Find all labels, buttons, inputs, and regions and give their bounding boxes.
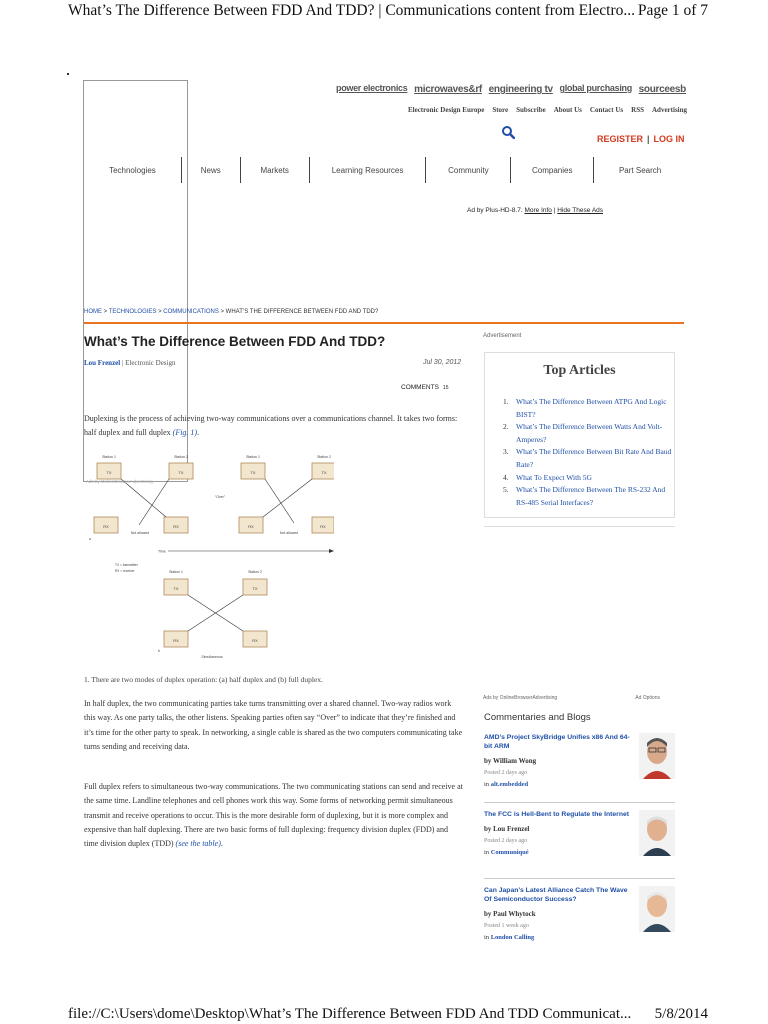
table-link[interactable]: (see the table) xyxy=(175,839,221,849)
top-articles-box xyxy=(484,352,675,518)
utility-links xyxy=(357,106,687,114)
blog-title-link[interactable]: Can Japan’s Latest Alliance Catch The Wave Of Semiconductor Success? xyxy=(484,887,628,903)
print-header-title: What’s The Difference Between FDD And TDD? | Communications content from Electro... xyxy=(68,2,635,19)
advertisement-label: Advertisement xyxy=(483,333,522,339)
full-duplex-end: . xyxy=(220,839,223,849)
nav-companies[interactable]: Companies xyxy=(532,165,573,175)
article-source: | Electronic Design xyxy=(121,359,176,367)
top-articles-title: Top Articles xyxy=(543,363,616,378)
half-duplex-b-station1-rx: RX xyxy=(248,524,254,529)
author-photo-paul-whytock xyxy=(639,886,675,932)
blog-divider xyxy=(484,878,675,879)
nav-community[interactable]: Community xyxy=(448,165,489,175)
login-link[interactable]: LOG IN xyxy=(653,134,685,144)
article-byline xyxy=(84,359,175,367)
ads-by-bar xyxy=(483,695,674,701)
blog-title-link[interactable]: AMD’s Project SkyBridge Unifies x86 And 64-bit ARM xyxy=(484,734,630,750)
top-article-link[interactable]: What’s The Difference Between The RS-232 And RS-485 Serial Interfaces? xyxy=(516,485,666,507)
blog-category-link[interactable]: Communiqué xyxy=(490,849,529,856)
blog-category-line: in Communiqué xyxy=(484,849,529,856)
full-duplex-station1-tx: TX xyxy=(173,586,179,591)
nav-news[interactable]: News xyxy=(200,165,221,175)
link-store[interactable]: Store xyxy=(492,106,509,114)
brand-sourceesb[interactable]: sourceesb xyxy=(638,84,686,95)
top-article-link[interactable]: What’s The Difference Between ATPG And Logic BIST? xyxy=(516,397,667,419)
blog-category-line: in London Calling xyxy=(484,934,535,941)
list-item[interactable]: 3. What’s The Difference Between Bit Rate And Baud Rate? xyxy=(503,446,674,471)
figure-caption: 1. There are two modes of duplex operation: (a) half duplex and (b) full duplex. xyxy=(84,675,323,684)
comments-label: COMMENTS xyxy=(401,384,439,391)
half-duplex-not-allowed: Not allowed xyxy=(130,531,150,535)
half-duplex-b-link-blocked xyxy=(265,479,294,523)
stray-dot xyxy=(67,73,69,75)
blog-title-link[interactable]: The FCC is Hell-Bent to Regulate the Internet xyxy=(484,811,630,818)
blog-category-link[interactable]: alt.embedded xyxy=(490,781,529,788)
link-about-us[interactable]: About Us xyxy=(553,106,582,114)
blog-category-line: in alt.embedded xyxy=(484,781,529,788)
search-icon xyxy=(501,125,515,139)
article-paragraph-full-duplex xyxy=(84,780,464,851)
link-rss[interactable]: RSS xyxy=(631,106,644,114)
intro-text: Duplexing is the process of achieving two-way communications over a communications channel. It takes two forms: half duplex and full duplex xyxy=(84,414,458,438)
half-duplex-b-link xyxy=(263,479,312,517)
blog-item xyxy=(484,810,675,856)
intro-end: . xyxy=(197,428,200,438)
half-duplex-station2-rx: RX xyxy=(173,524,179,529)
blog-posted: Posted 1 week ago xyxy=(484,923,529,929)
ads-by-label: Ads by OnlineBrowserAdvertising xyxy=(483,695,558,701)
breadcrumb-current: WHAT’S THE DIFFERENCE BETWEEN FDD AND TDD? xyxy=(225,309,379,315)
half-duplex-b-station1-tx: TX xyxy=(250,470,256,475)
brand-global-purchasing[interactable]: global purchasing xyxy=(559,83,632,93)
auth-links xyxy=(597,134,685,144)
half-duplex-station1-rx: RX xyxy=(103,524,109,529)
comments-link[interactable] xyxy=(401,384,448,391)
blog-author: by Lou Frenzel xyxy=(484,825,530,833)
author-photo-lou-frenzel xyxy=(639,810,675,856)
ad-more-info-link[interactable]: More Info xyxy=(524,207,552,214)
print-page-number: Page 1 of 7 xyxy=(637,2,708,19)
half-duplex-link xyxy=(121,479,166,517)
list-item[interactable]: 5. What’s The Difference Between The RS-232 And RS-485 Serial Interfaces? xyxy=(503,484,674,509)
full-duplex-station1-rx: RX xyxy=(173,638,179,643)
breadcrumb xyxy=(84,309,378,315)
breadcrumb-separator: > xyxy=(102,309,109,315)
simultaneous-label: Simultaneous xyxy=(201,655,223,659)
nav-learning-resources[interactable]: Learning Resources xyxy=(331,165,404,175)
auth-separator: | xyxy=(647,134,650,144)
time-axis-arrow xyxy=(329,549,334,553)
article-paragraph-half-duplex: In half duplex, the two communicating parties take turns transmitting over a shared channel. Two-way radios work this way. As one party talks, the other listens. Speaking parties often say “Over” to indicate that they’re finished and it’s time for the other party to speak. In networking, a single cable is shared as the two computers communicating take turns sending and receiving data. xyxy=(84,699,463,751)
link-advertising[interactable]: Advertising xyxy=(652,106,687,114)
sister-sites-bar xyxy=(336,84,686,100)
full-duplex-station2-label: Station 2 xyxy=(248,570,262,574)
nav-markets[interactable]: Markets xyxy=(260,165,289,175)
main-nav xyxy=(84,157,686,183)
top-article-link[interactable]: What’s The Difference Between Watts And Volt-Amperes? xyxy=(516,422,663,444)
full-duplex-station1-label: Station 1 xyxy=(169,570,183,574)
comments-count: 15 xyxy=(442,385,449,391)
ad-notice xyxy=(467,207,603,214)
ad-notice-prefix: Ad by Plus-HD-8.7. xyxy=(467,207,523,214)
link-contact-us[interactable]: Contact Us xyxy=(589,106,624,114)
register-link[interactable]: REGISTER xyxy=(597,134,644,144)
blog-divider xyxy=(484,802,675,803)
sidebar-divider xyxy=(484,526,675,527)
print-header xyxy=(68,2,708,20)
blog-author: by William Wong xyxy=(484,757,537,765)
list-item[interactable]: 2. What’s The Difference Between Watts And Volt-Amperes? xyxy=(503,421,674,446)
brand-power-electronics[interactable]: power electronics xyxy=(336,83,408,93)
half-duplex-b-station2-label: Station 2 xyxy=(317,455,331,459)
nav-part-search[interactable]: Part Search xyxy=(618,165,662,175)
top-article-link[interactable]: What To Expect With 5G xyxy=(516,472,592,482)
blog-category-link[interactable]: London Calling xyxy=(490,934,535,941)
article-author[interactable]: Lou Frenzel xyxy=(84,359,121,367)
half-duplex-b-not-allowed: Not allowed xyxy=(279,531,299,535)
legend-rx: RX = receiver xyxy=(115,569,135,573)
label-b: b xyxy=(158,649,160,653)
half-duplex-b-station2-rx: RX xyxy=(320,524,326,529)
full-duplex-station2-rx: RX xyxy=(252,638,258,643)
ad-hide-link[interactable]: Hide These Ads xyxy=(557,207,604,214)
blog-posted: Posted 2 days ago xyxy=(484,770,528,776)
blog-item xyxy=(484,733,675,788)
figure-link[interactable]: (Fig. 1) xyxy=(172,428,198,438)
ad-notice-separator: | xyxy=(553,207,556,214)
link-electronic-design-europe[interactable]: Electronic Design Europe xyxy=(407,106,485,114)
commentaries-title: Commentaries and Blogs xyxy=(484,712,591,723)
ghost-ad-label: Ads by OnlineBrowserAdvertising xyxy=(86,479,153,484)
brand-engineering-tv[interactable]: engineering tv xyxy=(488,84,553,95)
header-rule xyxy=(84,322,684,324)
print-footer-date: 5/8/2014 xyxy=(654,1006,708,1022)
breadcrumb-home[interactable]: HOME xyxy=(84,309,102,315)
article-date: Jul 30, 2012 xyxy=(423,359,462,366)
ad-options-link[interactable]: Ad Options xyxy=(635,695,660,701)
breadcrumb-communications[interactable]: COMMUNICATIONS xyxy=(163,309,219,315)
print-footer xyxy=(68,1006,708,1023)
half-duplex-station1-label: Station 1 xyxy=(102,455,116,459)
over-label: “Over” xyxy=(215,495,225,499)
search-button[interactable] xyxy=(501,125,515,139)
article-title: What’s The Difference Between FDD And TDD? xyxy=(84,334,386,349)
list-item[interactable]: 1. What’s The Difference Between ATPG And Logic BIST? xyxy=(503,396,674,421)
nav-technologies[interactable]: Technologies xyxy=(109,165,156,175)
list-item[interactable]: 4. What To Expect With 5G xyxy=(503,472,674,485)
blog-author: by Paul Whytock xyxy=(484,910,536,918)
half-duplex-station1-tx: TX xyxy=(106,470,112,475)
legend-tx: TX = transmitter xyxy=(115,563,138,567)
label-a: a xyxy=(89,537,91,541)
breadcrumb-separator: > xyxy=(156,309,164,315)
time-label: Time xyxy=(158,549,166,554)
full-duplex-text: Full duplex refers to simultaneous two-way communications. The two communicating stations can send and receive at the same time. Landline telephones and cell phones work this way. Some forms of networking permit simultaneous transmit and receive operations to occur. This is the more desirable form of duplexing, but it is more complex and expensive than half duplexing. There are two basic forms of full duplexing: frequency division duplex (FDD) and time division duplex (TDD) xyxy=(84,782,463,849)
link-subscribe[interactable]: Subscribe xyxy=(516,106,546,114)
author-photo-william-wong xyxy=(639,733,675,779)
half-duplex-station2-tx: TX xyxy=(178,470,184,475)
breadcrumb-separator: > xyxy=(218,309,226,315)
half-duplex-b-station2-tx: TX xyxy=(321,470,327,475)
half-duplex-station2-label: Station 2 xyxy=(174,455,188,459)
full-duplex-station2-tx: TX xyxy=(252,586,258,591)
print-footer-path: file://C:\Users\dome\Desktop\What’s The Difference Between FDD And TDD Communicat... xyxy=(68,1006,632,1022)
top-articles-list xyxy=(503,396,674,509)
blog-item xyxy=(484,886,675,941)
top-article-link[interactable]: What’s The Difference Between Bit Rate And Baud Rate? xyxy=(516,447,672,469)
breadcrumb-technologies[interactable]: TECHNOLOGIES xyxy=(108,309,157,315)
half-duplex-b-station1-label: Station 1 xyxy=(246,455,260,459)
brand-microwaves-rf[interactable]: microwaves&rf xyxy=(414,84,482,95)
article-intro xyxy=(84,412,464,441)
blog-posted: Posted 2 days ago xyxy=(484,838,528,844)
